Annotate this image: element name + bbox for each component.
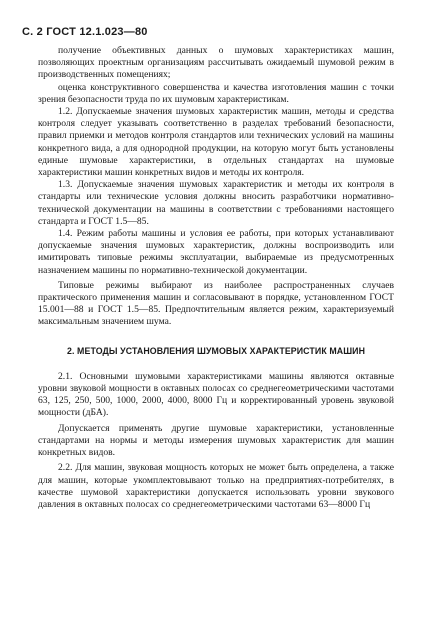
paragraph: 1.3. Допускаемые значения шумовых характеристик и методы их контроля в стандарты или технические условия должны вносить разработчики нормативно-технической документации на машины в соответствии с требованиями настоящего стандарта и ГОСТ 1.5—85. [38,179,394,227]
paragraph: получение объективных данных о шумовых характеристиках машин, позволяющих проектным организациям рассчитывать ожидаемый шумовой режим в производственных помещениях; [38,45,394,81]
paragraph: 2.1. Основными шумовыми характеристиками машины являются октавные уровни звуковой мощности в октавных полосах со среднегеометрическими частотами 63, 125, 250, 500, 1000, 2000, 4000, 8000 Гц и корректированный уровень звуковой мощности (дБА). [38,370,394,419]
section-title: 2. МЕТОДЫ УСТАНОВЛЕНИЯ ШУМОВЫХ ХАРАКТЕРИСТИК МАШИН [66,345,366,356]
paragraph: 2.2. Для машин, звуковая мощность которых не может быть определена, а также для машин, которые укомплектовывают только на предприятиях-потребителях, в качестве шумовой характеристики допускается использовать уровни звукового давления в октавных полосах со среднегеометрическими частотами 63—8000 Гц [38,462,394,510]
paragraph: 1.4. Режим работы машины и условия ее работы, при которых устанавливают допускаемые значения шумовых характеристик, должны воспроизводить или имитировать типовые режимы эксплуатации, выбираемые из предусмотренных назначением машины по нормативно-технической документации. [38,228,394,276]
page-header: С. 2 ГОСТ 12.1.023—80 [22,26,148,38]
paragraph: Типовые режимы выбирают из наиболее распространенных случаев практического применения машин и согласовывают в порядке, установленном ГОСТ 15.001—88 и ГОСТ 1.5—85. Предпочтительным является режим, характеризуемый максимальным значением шума. [38,279,394,328]
document-body [38,45,394,511]
paragraph: оценка конструктивного совершенства и качества изготовления машин с точки зрения безопасности труда по их шумовым характеристикам. [38,81,394,105]
paragraph: Допускается применять другие шумовые характеристики, установленные стандартами на нормы и методы измерения шумовых характеристик для машин конкретных видов. [38,422,394,459]
paragraph: 1.2. Допускаемые значения шумовых характеристик машин, методы и средства контроля следует указывать соответственно в разделах требований безопасности, правил приемки и методов контроля стандартов или технических условий на машины конкретного вида, а для однородной продукции, на которую могут быть установлены единые шумовые характеристики, в отдельных стандартах на шумовые характеристики машин конкретных видов и методы их контроля. [38,106,394,179]
